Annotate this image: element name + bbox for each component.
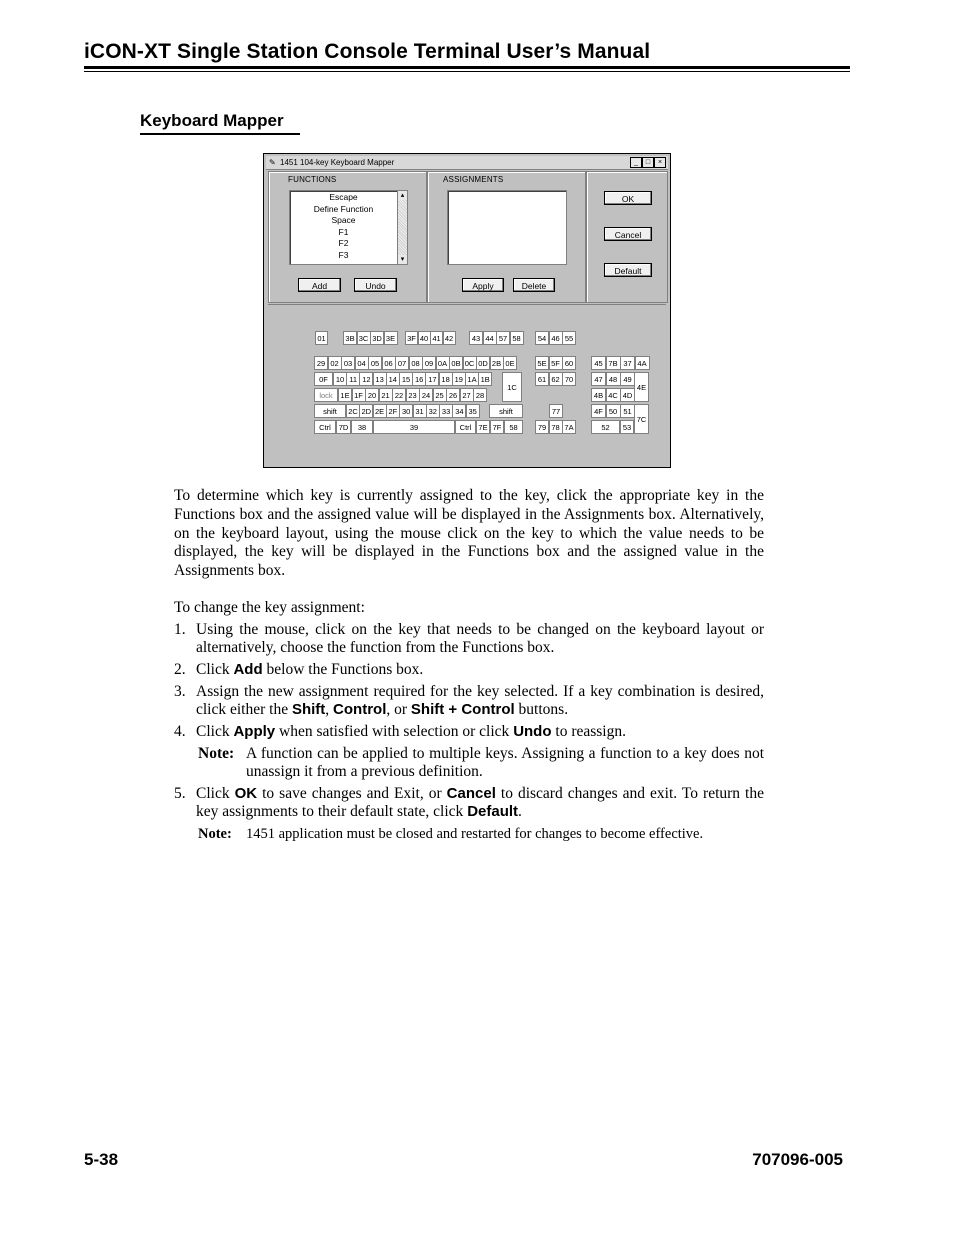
ok-button[interactable]: OK: [604, 191, 652, 205]
keyboard-key[interactable]: 2F: [386, 404, 400, 418]
keyboard-key[interactable]: lock: [314, 388, 338, 402]
keyboard-key[interactable]: 30: [399, 404, 413, 418]
keyboard-key[interactable]: 29: [314, 356, 328, 370]
intro-paragraph: To determine which key is currently assigned to the key, click the appropriate key in the Functions box and the assigned value will be displayed in the Assignments box. Alternatively, on the keyboard layout, using the mouse click on the key to which the value needs to be displayed, the key will be displayed in the Functions box and the assigned value in the Assignments box.: [174, 487, 764, 580]
step-3: 3. Assign the new assignment required for the key selected. If a key combination is desired, click either the Shift, Control, or Shift + Control buttons.: [174, 683, 764, 718]
undo-button[interactable]: Undo: [354, 278, 397, 292]
keyboard-key[interactable]: 42: [443, 331, 456, 345]
keyboard-key[interactable]: 48: [606, 372, 621, 386]
scroll-down-icon[interactable]: ▾: [398, 255, 407, 264]
keyboard-key[interactable]: 39: [373, 420, 455, 434]
keyboard-key[interactable]: 41: [430, 331, 443, 345]
keyboard-key[interactable]: 61: [535, 372, 549, 386]
keyboard-key[interactable]: 2C: [346, 404, 360, 418]
keyboard-key[interactable]: 53: [620, 420, 634, 434]
keyboard-key[interactable]: 47: [591, 372, 606, 386]
keyboard-key[interactable]: 20: [365, 388, 379, 402]
keyboard-key[interactable]: shift: [314, 404, 346, 418]
keyboard-key[interactable]: 15: [399, 372, 413, 386]
keyboard-key[interactable]: 08: [409, 356, 423, 370]
delete-button[interactable]: Delete: [513, 278, 555, 292]
list-item[interactable]: F3: [338, 249, 349, 260]
keyboard-key[interactable]: 05: [368, 356, 382, 370]
keyboard-key[interactable]: 12: [359, 372, 373, 386]
keyboard-mapper-window: [263, 153, 671, 468]
keyboard-key[interactable]: 7B: [606, 356, 621, 370]
keyboard-key[interactable]: 23: [406, 388, 420, 402]
keyboard-key[interactable]: 14: [386, 372, 400, 386]
keyboard-key[interactable]: 4B: [591, 388, 606, 402]
list-item[interactable]: Define Function: [313, 203, 374, 214]
app-icon: ✎: [269, 158, 276, 167]
keyboard-key[interactable]: 0C: [463, 356, 477, 370]
keyboard-key[interactable]: 24: [419, 388, 433, 402]
keyboard-key[interactable]: 1F: [352, 388, 366, 402]
step-4: 4. Click Apply when satisfied with selection or click Undo to reassign.: [174, 723, 626, 740]
keyboard-key[interactable]: 06: [382, 356, 396, 370]
keyboard-key[interactable]: 02: [328, 356, 342, 370]
keyboard-key[interactable]: shift: [489, 404, 523, 418]
keyboard-key[interactable]: 04: [355, 356, 369, 370]
keyboard-key[interactable]: 11: [346, 372, 360, 386]
keyboard-key[interactable]: 4E: [634, 372, 649, 402]
keyboard-key[interactable]: 50: [606, 404, 621, 418]
keyboard-key[interactable]: 32: [426, 404, 440, 418]
section-underline: [140, 133, 300, 135]
step-2: 2. Click Add below the Functions box.: [174, 661, 424, 678]
add-button[interactable]: Add: [298, 278, 341, 292]
note-1: Note: A function can be applied to multiple keys. Assigning a function to a key does not unassign it from a previous definition.: [198, 745, 764, 780]
assignments-list[interactable]: [447, 190, 567, 265]
keyboard-key[interactable]: 58: [510, 331, 524, 345]
keyboard-key[interactable]: 54: [535, 331, 549, 345]
list-item[interactable]: Space: [331, 215, 356, 225]
keyboard-key[interactable]: 3C: [357, 331, 371, 345]
keyboard-key[interactable]: 51: [620, 404, 635, 418]
list-item[interactable]: F1: [338, 226, 349, 237]
keyboard-key[interactable]: 7F: [490, 420, 504, 434]
keyboard-key[interactable]: 46: [549, 331, 563, 345]
page-number: 5-38: [84, 1150, 119, 1169]
default-button[interactable]: Default: [604, 263, 652, 277]
keyboard-key[interactable]: 2D: [359, 404, 373, 418]
keyboard-key[interactable]: 09: [422, 356, 436, 370]
keyboard-key[interactable]: 55: [562, 331, 576, 345]
keyboard-key[interactable]: 4A: [635, 356, 650, 370]
maximize-icon[interactable]: □: [642, 157, 654, 168]
functions-label: FUNCTIONS: [288, 175, 337, 184]
scroll-up-icon[interactable]: ▴: [398, 191, 407, 200]
steps-intro: To change the key assignment:: [174, 599, 365, 616]
keyboard-key[interactable]: Ctrl: [455, 420, 476, 434]
apply-button[interactable]: Apply: [462, 278, 504, 292]
keyboard-key[interactable]: 03: [341, 356, 355, 370]
keyboard-key[interactable]: 79: [535, 420, 549, 434]
keyboard-key[interactable]: 4F: [591, 404, 606, 418]
window-title: 1451 104-key Keyboard Mapper: [280, 158, 395, 167]
keyboard-key[interactable]: 31: [413, 404, 427, 418]
keyboard-key[interactable]: 58: [504, 420, 523, 434]
minimize-icon[interactable]: _: [630, 157, 642, 168]
keyboard-key[interactable]: 0E: [503, 356, 517, 370]
keyboard-key[interactable]: 3E: [384, 331, 398, 345]
keyboard-key[interactable]: 34: [452, 404, 466, 418]
keyboard-key[interactable]: 78: [549, 420, 563, 434]
note-2: Note: 1451 application must be closed and restarted for changes to become effective.: [198, 826, 704, 842]
keyboard-key[interactable]: 44: [483, 331, 497, 345]
keyboard-key[interactable]: 40: [418, 331, 431, 345]
keyboard-key[interactable]: 7E: [476, 420, 490, 434]
keyboard-key[interactable]: 3D: [370, 331, 384, 345]
keyboard-key[interactable]: 77: [549, 404, 563, 418]
keyboard-key[interactable]: 37: [620, 356, 635, 370]
keyboard-key[interactable]: 7A: [562, 420, 576, 434]
keyboard-key[interactable]: 52: [591, 420, 620, 434]
keyboard-key[interactable]: 22: [392, 388, 406, 402]
keyboard-key[interactable]: 1B: [478, 372, 492, 386]
keyboard-key[interactable]: 1E: [338, 388, 352, 402]
steps-list: [174, 621, 764, 847]
keyboard-key[interactable]: 16: [412, 372, 426, 386]
keyboard-key[interactable]: 4C: [606, 388, 621, 402]
keyboard-key[interactable]: 43: [469, 331, 483, 345]
keyboard-key[interactable]: 1C: [502, 372, 522, 402]
keyboard-key[interactable]: 7C: [634, 404, 649, 434]
keyboard-key[interactable]: 01: [315, 331, 328, 345]
step-1: 1. Using the mouse, click on the key that needs to be changed on the keyboard layout or alternatively, choose the function from the Functions box.: [174, 621, 764, 656]
cancel-button[interactable]: Cancel: [604, 227, 652, 241]
keyboard-key[interactable]: Ctrl: [314, 420, 336, 434]
list-item[interactable]: Escape: [329, 192, 358, 202]
keyboard-key[interactable]: 2E: [373, 404, 387, 418]
keyboard-key[interactable]: 0A: [436, 356, 450, 370]
close-icon[interactable]: ×: [654, 157, 666, 168]
keyboard-key[interactable]: 70: [562, 372, 576, 386]
functions-scrollbar[interactable]: [397, 191, 407, 264]
keyboard-key[interactable]: 17: [425, 372, 439, 386]
section-title: Keyboard Mapper: [140, 111, 284, 130]
keyboard-key[interactable]: 38: [351, 420, 373, 434]
keyboard-key[interactable]: 62: [549, 372, 563, 386]
keyboard-key[interactable]: 27: [460, 388, 474, 402]
keyboard-key[interactable]: 45: [591, 356, 606, 370]
document-number: 707096-005: [752, 1150, 843, 1169]
keyboard-key[interactable]: 26: [446, 388, 460, 402]
assignments-label: ASSIGNMENTS: [443, 175, 504, 184]
keyboard-key[interactable]: 2B: [490, 356, 504, 370]
keyboard-key[interactable]: 5E: [535, 356, 549, 370]
list-item[interactable]: F2: [338, 238, 349, 248]
keyboard-key[interactable]: 57: [496, 331, 510, 345]
keyboard-key[interactable]: 3B: [343, 331, 357, 345]
keyboard-key[interactable]: 21: [379, 388, 393, 402]
keyboard-key[interactable]: 13: [373, 372, 387, 386]
header-rule: [84, 66, 850, 69]
keyboard-key[interactable]: 35: [466, 404, 480, 418]
keyboard-key[interactable]: 19: [452, 372, 466, 386]
keyboard-key[interactable]: 18: [439, 372, 453, 386]
keyboard-key[interactable]: 49: [620, 372, 635, 386]
keyboard-key[interactable]: 1A: [465, 372, 479, 386]
manual-title: iCON-XT Single Station Console Terminal User’s Manual: [84, 40, 651, 63]
keyboard-key[interactable]: 0F: [314, 372, 333, 386]
keyboard-key[interactable]: 33: [439, 404, 453, 418]
header-rule-thin: [84, 71, 850, 72]
title-bar: [266, 156, 668, 170]
keyboard-key[interactable]: 0D: [476, 356, 490, 370]
keyboard-key[interactable]: 7D: [336, 420, 351, 434]
keyboard-key[interactable]: 07: [395, 356, 409, 370]
step-5: 5. Click OK to save changes and Exit, or Cancel to discard changes and exit. To return the key assignments to their default state, click Default.: [174, 785, 764, 820]
keyboard-key[interactable]: 5F: [549, 356, 563, 370]
keyboard-key[interactable]: 25: [433, 388, 447, 402]
keyboard-key[interactable]: 3F: [405, 331, 418, 345]
keyboard-layout: [268, 304, 666, 463]
keyboard-key[interactable]: 0B: [449, 356, 463, 370]
keyboard-key[interactable]: 10: [333, 372, 347, 386]
keyboard-key[interactable]: 28: [473, 388, 487, 402]
functions-list[interactable]: [289, 190, 408, 265]
keyboard-key[interactable]: 4D: [620, 388, 635, 402]
keyboard-key[interactable]: 60: [562, 356, 576, 370]
